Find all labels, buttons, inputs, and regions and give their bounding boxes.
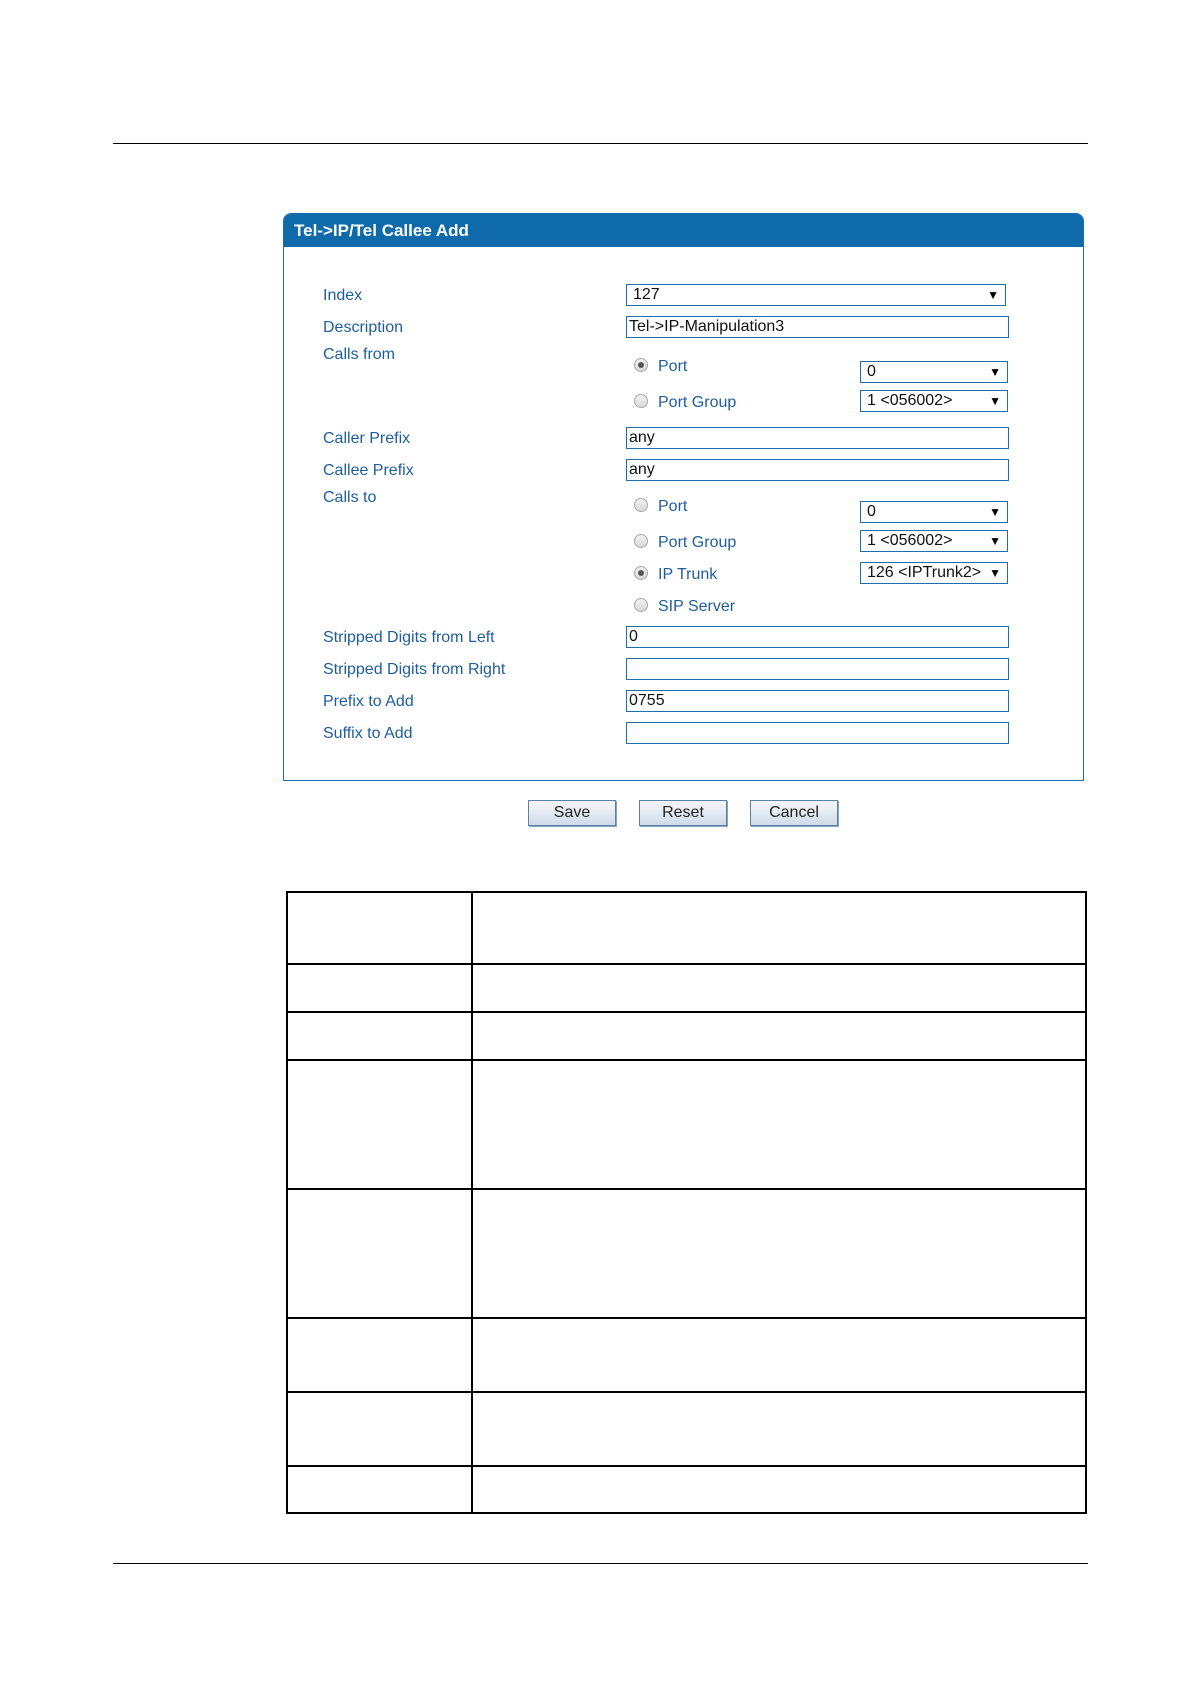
callee-prefix-input[interactable]: any [626, 459, 1009, 481]
callee-prefix-label: Callee Prefix [323, 462, 414, 479]
calls-to-ip-trunk-value: 126 <IPTrunk2> [867, 564, 982, 581]
calls-to-label: Calls to [323, 489, 377, 506]
table-cell [287, 1189, 472, 1318]
table-row [287, 1466, 1086, 1513]
stripped-left-input[interactable]: 0 [626, 626, 1009, 648]
table-cell [287, 964, 472, 1012]
chevron-down-icon: ▼ [989, 566, 1001, 580]
chevron-down-icon: ▼ [989, 394, 1001, 408]
calls-to-ip-trunk-select[interactable] [860, 562, 1008, 584]
calls-to-port-value: 0 [867, 503, 876, 520]
calls-from-port-label: Port [658, 358, 688, 375]
prefix-add-label: Prefix to Add [323, 693, 414, 710]
table-cell [472, 1012, 1086, 1060]
caller-prefix-label: Caller Prefix [323, 430, 411, 447]
index-value: 127 [633, 286, 660, 303]
calls-from-port-group-label: Port Group [658, 394, 737, 411]
calls-from-port-value: 0 [867, 363, 876, 380]
table-cell [287, 1466, 472, 1513]
cancel-button[interactable]: Cancel [750, 800, 838, 826]
table-row [287, 892, 1086, 964]
table-cell [287, 892, 472, 964]
calls-to-port-label: Port [658, 498, 688, 515]
description-input[interactable]: Tel->IP-Manipulation3 [626, 316, 1009, 338]
table-row [287, 1189, 1086, 1318]
table-row [287, 1012, 1086, 1060]
chevron-down-icon: ▼ [989, 505, 1001, 519]
table-row [287, 964, 1086, 1012]
chevron-down-icon: ▼ [989, 534, 1001, 548]
caller-prefix-input[interactable]: any [626, 427, 1009, 449]
footer-rule [113, 1563, 1088, 1564]
calls-to-port-radio[interactable] [634, 498, 648, 512]
header-rule [113, 143, 1088, 144]
suffix-add-label: Suffix to Add [323, 725, 413, 742]
calls-to-port-group-label: Port Group [658, 534, 737, 551]
table-cell [472, 1189, 1086, 1318]
index-select[interactable] [626, 284, 1006, 306]
table-cell [287, 1318, 472, 1392]
table-cell [472, 1318, 1086, 1392]
suffix-add-input[interactable] [626, 722, 1009, 744]
stripped-right-input[interactable] [626, 658, 1009, 680]
calls-from-port-select[interactable] [860, 361, 1008, 383]
table-cell [287, 1392, 472, 1466]
calls-from-port-radio[interactable] [634, 358, 648, 372]
table-row [287, 1392, 1086, 1466]
calls-from-port-group-value: 1 <056002> [867, 392, 953, 409]
table-cell [287, 1012, 472, 1060]
calls-from-port-group-select[interactable] [860, 390, 1008, 412]
panel-title: Tel->IP/Tel Callee Add [284, 214, 1083, 247]
save-button[interactable]: Save [528, 800, 616, 826]
table-cell [472, 1466, 1086, 1513]
description-label: Description [323, 319, 404, 336]
table-cell [472, 964, 1086, 1012]
chevron-down-icon: ▼ [987, 288, 999, 302]
chevron-down-icon: ▼ [989, 365, 1001, 379]
calls-to-port-group-value: 1 <056002> [867, 532, 953, 549]
calls-to-sip-server-label: SIP Server [658, 598, 736, 615]
table-cell [287, 1060, 472, 1189]
calls-to-port-select[interactable] [860, 501, 1008, 523]
calls-to-ip-trunk-radio[interactable] [634, 566, 648, 580]
table-cell [472, 1392, 1086, 1466]
table-cell [472, 1060, 1086, 1189]
stripped-right-label: Stripped Digits from Right [323, 661, 506, 678]
description-table [286, 891, 1087, 1514]
index-label: Index [323, 287, 363, 304]
calls-to-port-group-radio[interactable] [634, 534, 648, 548]
calls-from-label: Calls from [323, 346, 396, 363]
table-row [287, 1318, 1086, 1392]
calls-to-ip-trunk-label: IP Trunk [658, 566, 718, 583]
callee-add-panel [283, 213, 1084, 781]
calls-to-sip-server-radio[interactable] [634, 598, 648, 612]
reset-button[interactable]: Reset [639, 800, 727, 826]
table-row [287, 1060, 1086, 1189]
calls-to-port-group-select[interactable] [860, 530, 1008, 552]
prefix-add-input[interactable]: 0755 [626, 690, 1009, 712]
table-cell [472, 892, 1086, 964]
stripped-left-label: Stripped Digits from Left [323, 629, 495, 646]
calls-from-port-group-radio[interactable] [634, 394, 648, 408]
